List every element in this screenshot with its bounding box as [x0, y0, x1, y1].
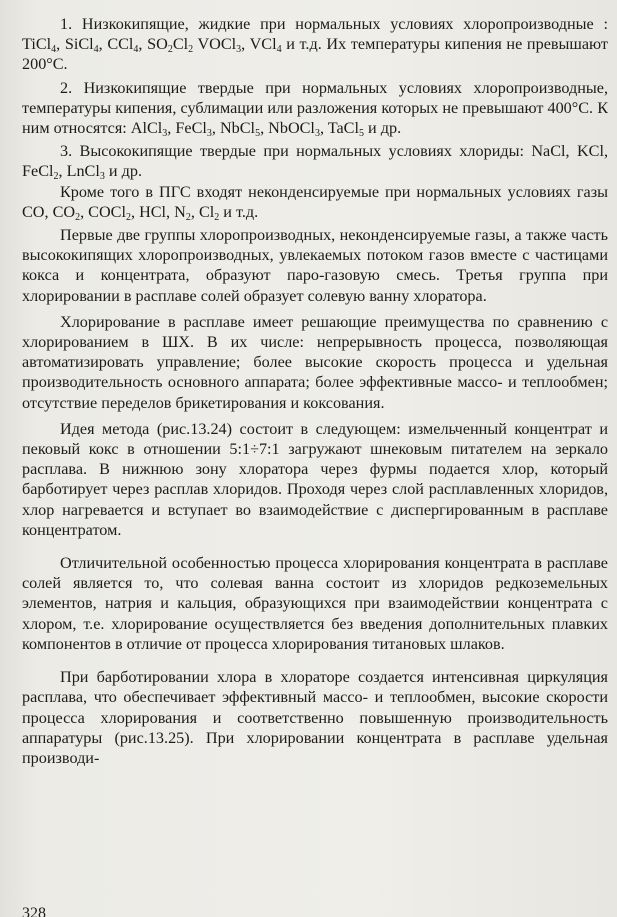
paragraph-melt-advantages: Хлорирование в расплаве имеет решающие преимущества по сравнению с хлорированием в ШХ. В их числе: непрерывность процесса, позволяющая автоматизировать управление; более высокие скорость процесса и удельная производительность основного аппарата; более эффективные массо- и теплообмен; отсутствие переделов брикетирования и коксования.: [22, 312, 608, 412]
paragraph-barbotage: При барботировании хлора в хлораторе создается интенсивная циркуляция расплава, что обеспечивает эффективный массо- и теплообмен, высокие скорости процесса хлорирования и соответственно повышенную производительность аппаратуры (рис.13.25). При хлорировании концентрата в расплаве удельная производи-: [22, 668, 608, 767]
paragraph-method-idea: Идея метода (рис.13.24) состоит в следующем: измельченный концентрат и пековый кокс в отношении 5:1÷7:1 загружают шнековым питателем на зеркало расплава. В нижнюю зону хлоратора через фурмы подается хлор, который барботирует через расплав хлоридов. Проходя через слой расплавленных хлоридов, хлор нагревается и вступает во взаимодействие с диспергированным в расплаве концентратом.: [22, 419, 608, 539]
paragraph-group-2: 2. Низкокипящие твердые при нормальных условиях хлоропроизводные, температуры кипения, сублимации или разложения которых не превышают 400°С. К ним относятся: AlCl$_3$, FeCl$_3$, NbCl$_5$, NbOCl$_3$, TaCl$_5$ и др.: [22, 78, 608, 140]
paragraph-distinctive-feature: Отличительной особенностью процесса хлорирования концентрата в расплаве солей является то, что солевая ванна состоит из хлоридов редкоземельных элементов, натрия и кальция, образующихся при взаимодействии концентрата с хлором, т.е. хлорирование осуществляется без введения дополнительных плавких компонентов в отличие от процесса хлорирования титановых шлаков.: [22, 554, 608, 653]
page-number: 328: [22, 905, 46, 917]
paragraph-group-1: 1. Низкокипящие, жидкие при нормальных условиях хлоропроизводные : TiCl$_4$, SiCl$_4$, CCl$_4$, $SO_2Cl_2$ VOCl$_3$, VCl$_4$ и т.д. Их температуры кипения не превышают 200°С.: [22, 15, 608, 74]
paragraph-vapor-gas-mixture: Первые две группы хлоропроизводных, неконденсируемые газы, а также часть высококипящих хлоропроизводных, увлекаемых потоком газов вместе с частицами кокса и концентрата, образуют паро-газовую смесь. Третья группа при хлорировании в расплаве солей образует солевую ванну хлоратора.: [22, 226, 608, 305]
paragraph-group-3: 3. Высококипящие твердые при нормальных условиях хлориды: NaCl, KCl, FeCl$_2$, LnCl$_3$ и др.: [22, 142, 608, 183]
paragraph-noncondensable-gases: Кроме того в ПГС входят неконденсируемые при нормальных условиях газы CO, $CO_2$, COCl$_2$, HCl, $N_2$, $Cl_2$ и т.д.: [22, 182, 608, 223]
body-text: [22, 14, 608, 768]
